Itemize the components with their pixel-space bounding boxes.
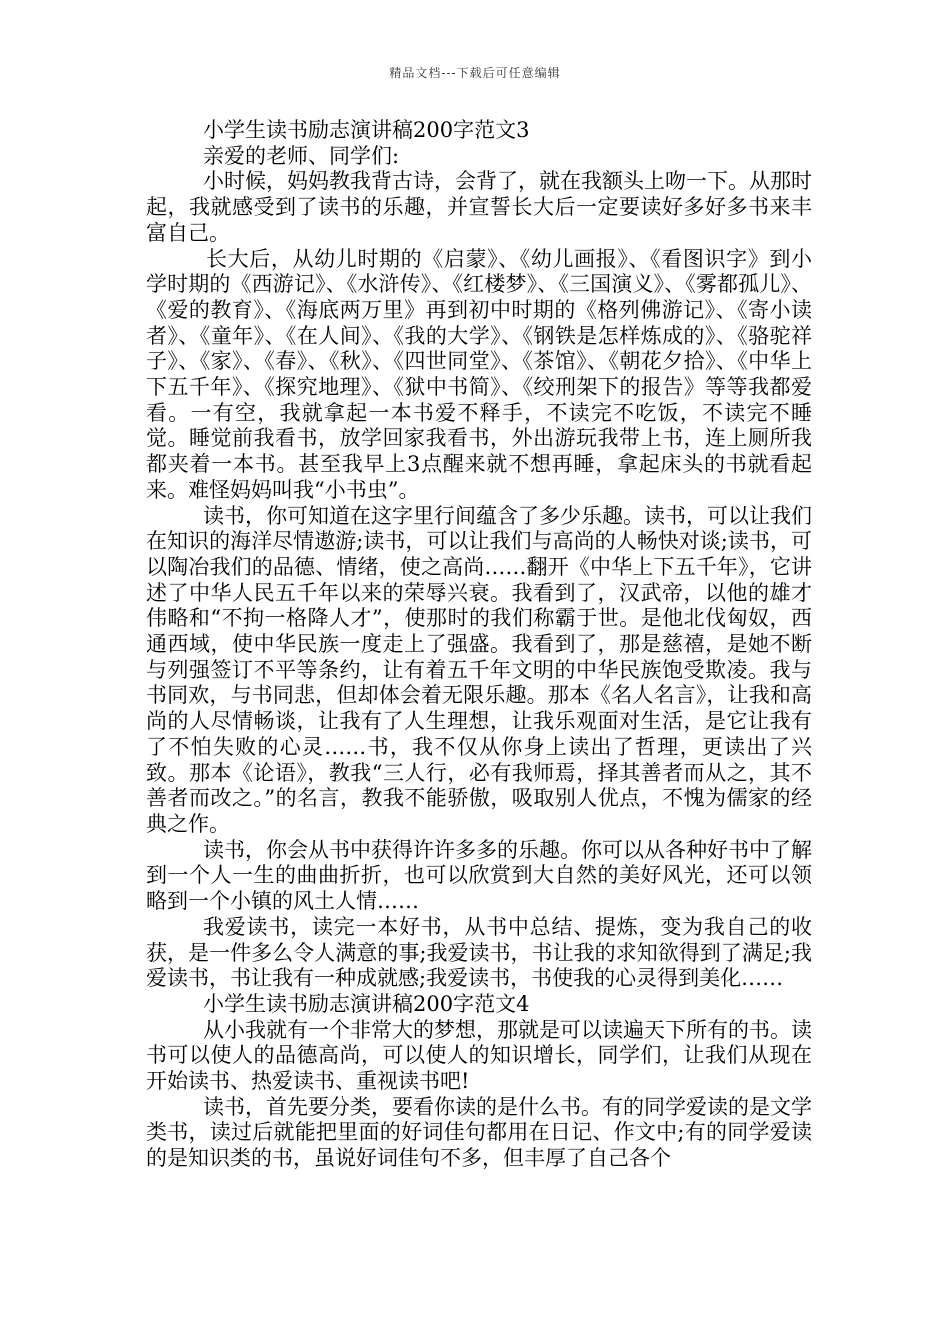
paragraph: 我爱读书，读完一本好书，从书中总结、提炼，变为我自己的收获，是一件多么令人满意的事;我爱读书，书让我的求知欲得到了满足;我爱读书，书让我有一种成就感;我爱读书，书使我的心灵得到美化……: [146, 914, 812, 991]
salutation: 亲爱的老师、同学们:: [203, 143, 400, 168]
section-title: 小学生读书励志演讲稿200字范文3: [203, 118, 530, 142]
paragraph: 小时候，妈妈教我背古诗，会背了，就在我额头上吻一下。从那时起，我就感受到了读书的乐趣，并宣誓长大后一定要读好多好多书来丰富自己。: [146, 169, 812, 245]
page-header: 精品文档---下载后可任意编辑: [389, 66, 561, 80]
paragraph: 长大后，从幼儿时期的《启蒙》、《幼儿画报》、《看图识字》到小学时期的《西游记》、《水浒传》、《红楼梦》、《三国演义》、《雾都孤儿》、《爱的教育》、《海底两万里》再到初中时期的《格列佛游记》、《寄小读者》、《童年》、《在人间》、《我的大学》、《钢铁是怎样炼成的》、《骆驼祥子》、《家》、《春》、《秋》、《四世同堂》、《茶馆》、《朝花夕拾》、《中华上下五千年》、《探究地理》、《狱中书简》、《绞刑架下的报告》等等我都爱看。一有空，我就拿起一本书爱不释手，不读完不吃饭，不读完不睡觉。睡觉前我看书，放学回家我看书，外出游玩我带上书，连上厕所我都夹着一本书。甚至我早上3点醒来就不想再睡，拿起床头的书就看起来。难怪妈妈叫我“小书虫”。: [146, 246, 812, 502]
document-body: [146, 118, 812, 1172]
section-title: 小学生读书励志演讲稿200字范文4: [203, 991, 530, 1016]
paragraph: 读书，你会从书中获得许许多多的乐趣。你可以从各种好书中了解到一个人一生的曲曲折折，也可以欣赏到大自然的美好风光，还可以领略到一个小镇的风土人情……: [146, 837, 812, 914]
paragraph: 从小我就有一个非常大的梦想，那就是可以读遍天下所有的书。读书可以使人的品德高尚，可以使人的知识增长，同学们，让我们从现在开始读书、热爱读书、重视读书吧!: [146, 1017, 812, 1094]
paragraph: 读书，你可知道在这字里行间蕴含了多少乐趣。读书，可以让我们在知识的海洋尽情遨游;读书，可以让我们与高尚的人畅快对谈;读书，可以陶冶我们的品德、情绪，使之高尚……翻开《中华上下五千年》，它讲述了中华人民五千年以来的荣辱兴衰。我看到了，汉武帝，以他的雄才伟略和“不拘一格降人才”，使那时的我们称霸于世。是他北伐匈奴，西通西域，使中华民族一度走上了强盛。我看到了，那是慈禧，是她不断与列强签订不平等条约，让有着五千年文明的中华民族饱受欺凌。我与书同欢，与书同悲，但却体会着无限乐趣。那本《名人名言》，让我和高尚的人尽情畅谈，让我有了人生理想，让我乐观面对生活，是它让我有了不怕失败的心灵……书，我不仅从你身上读出了哲理，更读出了兴致。那本《论语》，教我“三人行，必有我师焉，择其善者而从之，其不善者而改之。”的名言，教我不能骄傲，吸取别人优点，不愧为儒家的经典之作。: [146, 503, 812, 836]
paragraph: 读书，首先要分类，要看你读的是什么书。有的同学爱读的是文学类书，读过后就能把里面的好词佳句都用在日记、作文中;有的同学爱读的是知识类的书，虽说好词佳句不多，但丰厚了自己各个: [146, 1094, 812, 1171]
